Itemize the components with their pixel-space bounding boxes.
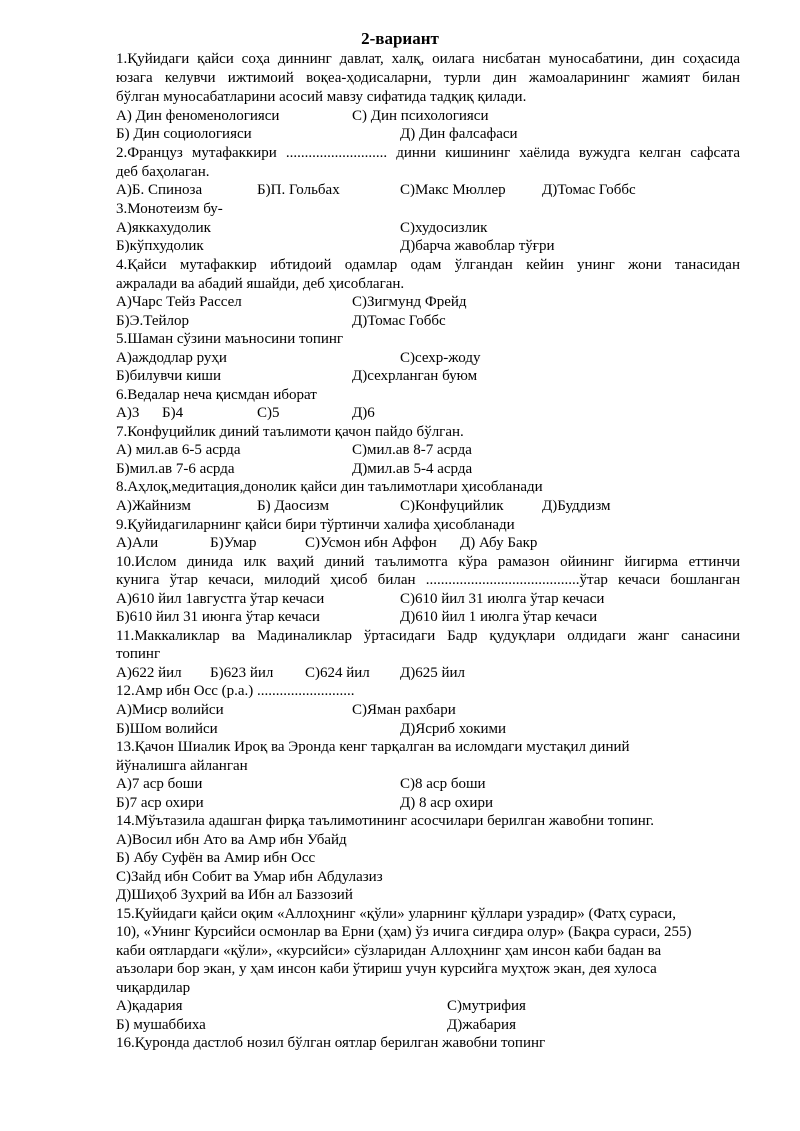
q6-option-c: С)5 xyxy=(257,405,280,421)
question-11-line-1: 11.Маккаликлар ва Мадиналиклар ўртасидаги Бадр қудуқлари олдидаги жанг санасини xyxy=(116,628,740,644)
question-9-line-1: 9.Қуйидагиларнинг қайси бири тўртинчи халифа ҳисобланади xyxy=(116,517,515,533)
question-11-line-2: топинг xyxy=(116,646,161,662)
q9-option-c: С)Усмон ибн Аффон xyxy=(305,535,437,551)
q6-option-a: А)3 xyxy=(116,405,140,421)
question-8-line-1: 8.Аҳлоқ,медитация,донолик қайси дин таълимотлари ҳисобланади xyxy=(116,479,543,495)
q3-option-c: С)худосизлик xyxy=(400,220,488,236)
question-14-line-1: 14.Мўътазила адашган фирқа таълимотининг асосчилари берилган жавобни топинг. xyxy=(116,813,654,829)
q2-option-c: С)Макс Мюллер xyxy=(400,182,506,198)
q7-option-c: С)мил.ав 8-7 асрда xyxy=(352,442,472,458)
question-12-line-1: 12.Амр ибн Осс (р.а.) .......................... xyxy=(116,683,355,699)
q4-option-a: А)Чарс Тейз Рассел xyxy=(116,294,242,310)
q1-option-c: С) Дин психологияси xyxy=(352,108,489,124)
q8-option-d: Д)Буддизм xyxy=(542,498,611,514)
q2-option-d: Д)Томас Гоббс xyxy=(542,182,636,198)
q11-option-d: Д)625 йил xyxy=(400,665,466,681)
q8-option-a: А)Жайнизм xyxy=(116,498,191,514)
q12-option-c: С)Яман рахбари xyxy=(352,702,456,718)
q14-option-b: Б) Абу Суфён ва Амир ибн Осс xyxy=(116,850,316,866)
page-title: 2-вариант xyxy=(361,29,439,48)
q5-option-a: А)аждодлар руҳи xyxy=(116,350,227,366)
q13-option-a: А)7 аср боши xyxy=(116,776,203,792)
question-2-line-2: деб баҳолаган. xyxy=(116,164,210,180)
q10-option-a: А)610 йил 1августга ўтар кечаси xyxy=(116,591,325,607)
q6-option-b: Б)4 xyxy=(162,405,184,421)
q9-option-d: Д) Абу Бакр xyxy=(460,535,538,551)
question-15-line-2: 10), «Унинг Курсийси осмонлар ва Ерни (ҳам) ўз ичига сиғдира олур» (Бақра сураси, 255) xyxy=(116,924,692,940)
q9-option-b: Б)Умар xyxy=(210,535,257,551)
q4-option-d: Д)Томас Гоббс xyxy=(352,313,446,329)
q4-option-b: Б)Э.Тейлор xyxy=(116,313,190,329)
question-10-line-1: 10.Ислом динида илк ваҳий диний таълимотга кўра рамазон ойининг йигирма еттинчи xyxy=(116,554,740,570)
q14-option-a: А)Восил ибн Ато ва Амр ибн Убайд xyxy=(116,832,347,848)
q10-option-c: С)610 йил 31 июлга ўтар кечаси xyxy=(400,591,605,607)
q7-option-a: А) мил.ав 6-5 асрда xyxy=(116,442,241,458)
q3-option-a: А)яккахудолик xyxy=(116,220,211,236)
q12-option-a: А)Миср волийси xyxy=(116,702,224,718)
q15-option-d: Д)жабария xyxy=(447,1017,516,1033)
q10-option-d: Д)610 йил 1 июлга ўтар кечаси xyxy=(400,609,598,625)
question-15-line-5: чиқардилар xyxy=(116,980,191,996)
q2-option-a: А)Б. Спиноза xyxy=(116,182,203,198)
question-15-line-3: каби оятлардаги «қўли», «курсийси» сўзларидан Аллоҳнинг ҳам инсон каби бадан ва xyxy=(116,943,662,959)
q5-option-d: Д)сехрланган буюм xyxy=(352,368,478,384)
q12-option-d: Д)Ясриб хокими xyxy=(400,721,507,737)
question-15-line-1: 15.Қуйидаги қайси оқим «Аллоҳнинг «қўли» уларнинг қўллари узрадир» (Фатҳ сураси, xyxy=(116,906,676,922)
q5-option-b: Б)билувчи киши xyxy=(116,368,221,384)
q14-option-c: С)Зайд ибн Собит ва Умар ибн Абдулазиз xyxy=(116,869,383,885)
q3-option-d: Д)барча жавоблар тўғри xyxy=(400,238,555,254)
question-6-line-1: 6.Ведалар неча қисмдан иборат xyxy=(116,387,317,403)
q11-option-c: С)624 йил xyxy=(305,665,370,681)
q8-option-c: С)Конфуцийлик xyxy=(400,498,504,514)
q2-option-b: Б)П. Гольбах xyxy=(257,182,340,198)
q6-option-d: Д)6 xyxy=(352,405,375,421)
q8-option-b: Б) Даосизм xyxy=(257,498,330,514)
question-13-line-2: йўналишга айланган xyxy=(116,758,248,774)
q15-option-b: Б) мушаббиха xyxy=(116,1017,206,1033)
question-1-line-2: юзага келувчи ижтимоий воқеа-ҳодисаларни, турли дин жамоаларининг жамият билан xyxy=(116,70,740,86)
question-5-line-1: 5.Шаман сўзини маъносини топинг xyxy=(116,331,344,347)
question-3-line-1: 3.Монотеизм бу- xyxy=(116,201,223,217)
q5-option-c: С)сехр-жоду xyxy=(400,350,481,366)
q11-option-a: А)622 йил xyxy=(116,665,182,681)
q12-option-b: Б)Шом волийси xyxy=(116,721,218,737)
question-10-line-2: кунига ўтар кечаси, милодий ҳисоб билан .........................................ўтар кечаси бошланган xyxy=(116,572,740,588)
question-15-line-4: аъзолари бор экан, у ҳам инсон каби ўтириш учун курсийга муҳтож экан, дея хулоса xyxy=(116,961,657,977)
q1-option-d: Д) Дин фалсафаси xyxy=(400,126,518,142)
q7-option-d: Д)мил.ав 5-4 асрда xyxy=(352,461,473,477)
q11-option-b: Б)623 йил xyxy=(210,665,274,681)
q7-option-b: Б)мил.ав 7-6 асрда xyxy=(116,461,235,477)
q9-option-a: А)Али xyxy=(116,535,159,551)
q15-option-a: А)қадария xyxy=(116,998,183,1014)
question-16-line-1: 16.Қуронда дастлоб нозил бўлган оятлар берилган жавобни топинг xyxy=(116,1035,546,1051)
question-1-line-3: бўлган муносабатларини асосий мавзу сифатида тадқиқ қилади. xyxy=(116,89,527,105)
q1-option-b: Б) Дин социологияси xyxy=(116,126,252,142)
q10-option-b: Б)610 йил 31 июнга ўтар кечаси xyxy=(116,609,320,625)
q1-option-a: А) Дин феноменологияси xyxy=(116,108,280,124)
q15-option-c: С)мутрифия xyxy=(447,998,526,1014)
q3-option-b: Б)кўпхудолик xyxy=(116,238,204,254)
q14-option-d: Д)Шиҳоб Зухрий ва Ибн ал Баззозий xyxy=(116,887,353,903)
question-4-line-1: 4.Қайси мутафаккир ибтидоий одамлар одам ўлгандан кейин унинг жони танасидан xyxy=(116,257,740,273)
q13-option-d: Д) 8 аср охири xyxy=(400,795,493,811)
question-13-line-1: 13.Қачон Шиалик Ироқ ва Эронда кенг тарқалган ва исломдаги мустақил диний xyxy=(116,739,630,755)
question-4-line-2: ажралади ва абадий яшайди, деб ҳисоблаган. xyxy=(116,276,405,292)
q13-option-c: С)8 аср боши xyxy=(400,776,486,792)
q13-option-b: Б)7 аср охири xyxy=(116,795,204,811)
q4-option-c: С)Зигмунд Фрейд xyxy=(352,294,467,310)
question-2-line-1: 2.Француз мутафаккири ........................... динни кишининг хаёлида вужудга келган сафсата xyxy=(116,145,740,161)
question-1-line-1: 1.Қуйидаги қайси соҳа диннинг давлат, халқ, оилага нисбатан муносабатини, дин соҳасида xyxy=(116,51,740,67)
question-7-line-1: 7.Конфуцийлик диний таълимоти қачон пайдо бўлган. xyxy=(116,424,464,440)
